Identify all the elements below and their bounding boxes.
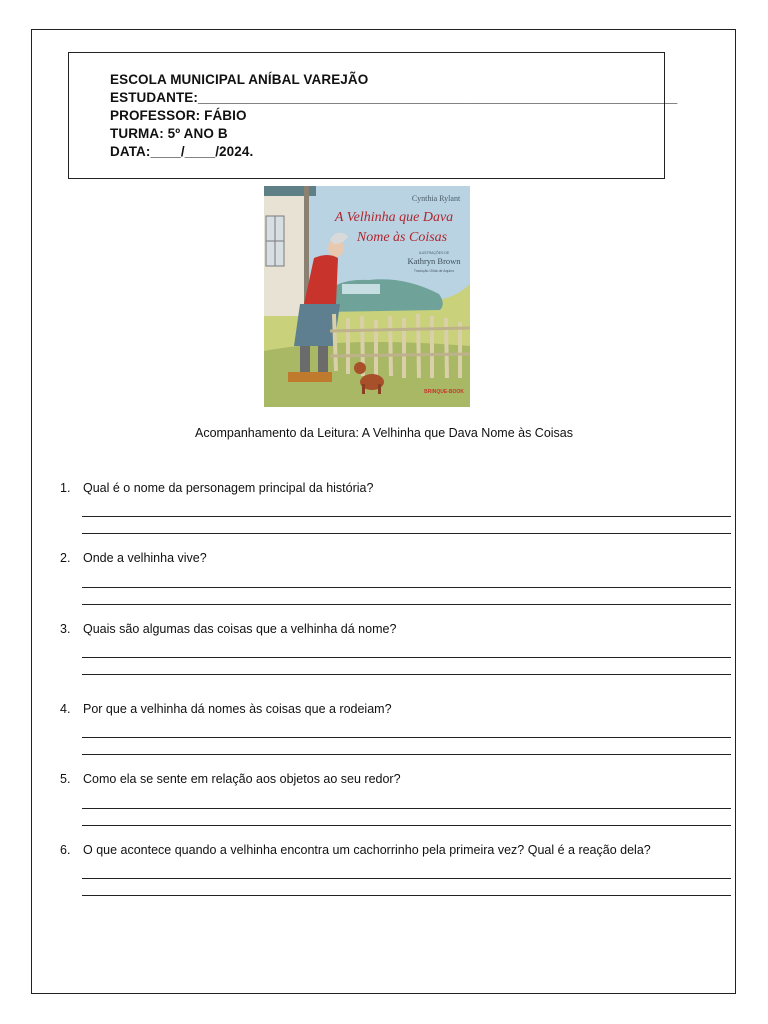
question-text: Qual é o nome da personagem principal da história? xyxy=(83,481,374,495)
answer-line[interactable] xyxy=(82,674,731,675)
answer-line[interactable] xyxy=(82,878,731,879)
class-name: TURMA: 5º ANO B xyxy=(110,126,228,141)
cover-illustrator: Kathryn Brown xyxy=(407,256,461,266)
student-field: ESTUDANTE:_______________________________________________________________ xyxy=(110,90,678,105)
answer-line[interactable] xyxy=(82,657,731,658)
answer-line[interactable] xyxy=(82,808,731,809)
cover-translator: Tradução Gilda de Aquino xyxy=(413,269,455,273)
question-text: Como ela se sente em relação aos objetos ao seu redor? xyxy=(83,772,401,786)
answer-line[interactable] xyxy=(82,587,731,588)
teacher-name: PROFESSOR: FÁBIO xyxy=(110,108,247,123)
answer-line[interactable] xyxy=(82,825,731,826)
answer-line[interactable] xyxy=(82,533,731,534)
cover-author: Cynthia Rylant xyxy=(411,194,461,203)
answer-line[interactable] xyxy=(82,737,731,738)
reading-subtitle: Acompanhamento da Leitura: A Velhinha que Dava Nome às Coisas xyxy=(194,426,573,440)
cover-title-line2: Nome às Coisas xyxy=(356,230,448,245)
question-text: Por que a velhinha dá nomes às coisas que a rodeiam? xyxy=(83,702,392,716)
cover-title-line1: A Velhinha que Dava xyxy=(334,210,454,225)
question-number: 5. xyxy=(60,772,71,786)
cover-illustrator-label: ILUSTRAÇÕES DE xyxy=(418,251,450,255)
answer-line[interactable] xyxy=(82,895,731,896)
header-info xyxy=(110,71,677,161)
question-text: Quais são algumas das coisas que a velhinha dá nome? xyxy=(83,622,397,636)
question-text: Onde a velhinha vive? xyxy=(83,551,207,565)
book-cover-image xyxy=(264,186,470,407)
question-number: 4. xyxy=(60,702,71,716)
question-number: 2. xyxy=(60,551,71,565)
cover-publisher: BRINQUE-BOOK xyxy=(424,389,464,395)
question-number: 1. xyxy=(60,481,71,495)
date-field: DATA:____/____/2024. xyxy=(110,144,254,159)
question-text: O que acontece quando a velhinha encontra um cachorrinho pela primeira vez? Qual é a reação dela? xyxy=(83,843,651,857)
question-number: 3. xyxy=(60,622,71,636)
answer-line[interactable] xyxy=(82,604,731,605)
school-name: ESCOLA MUNICIPAL ANÍBAL VAREJÃO xyxy=(110,72,369,87)
answer-line[interactable] xyxy=(82,754,731,755)
question-number: 6. xyxy=(60,843,71,857)
answer-line[interactable] xyxy=(82,516,731,517)
